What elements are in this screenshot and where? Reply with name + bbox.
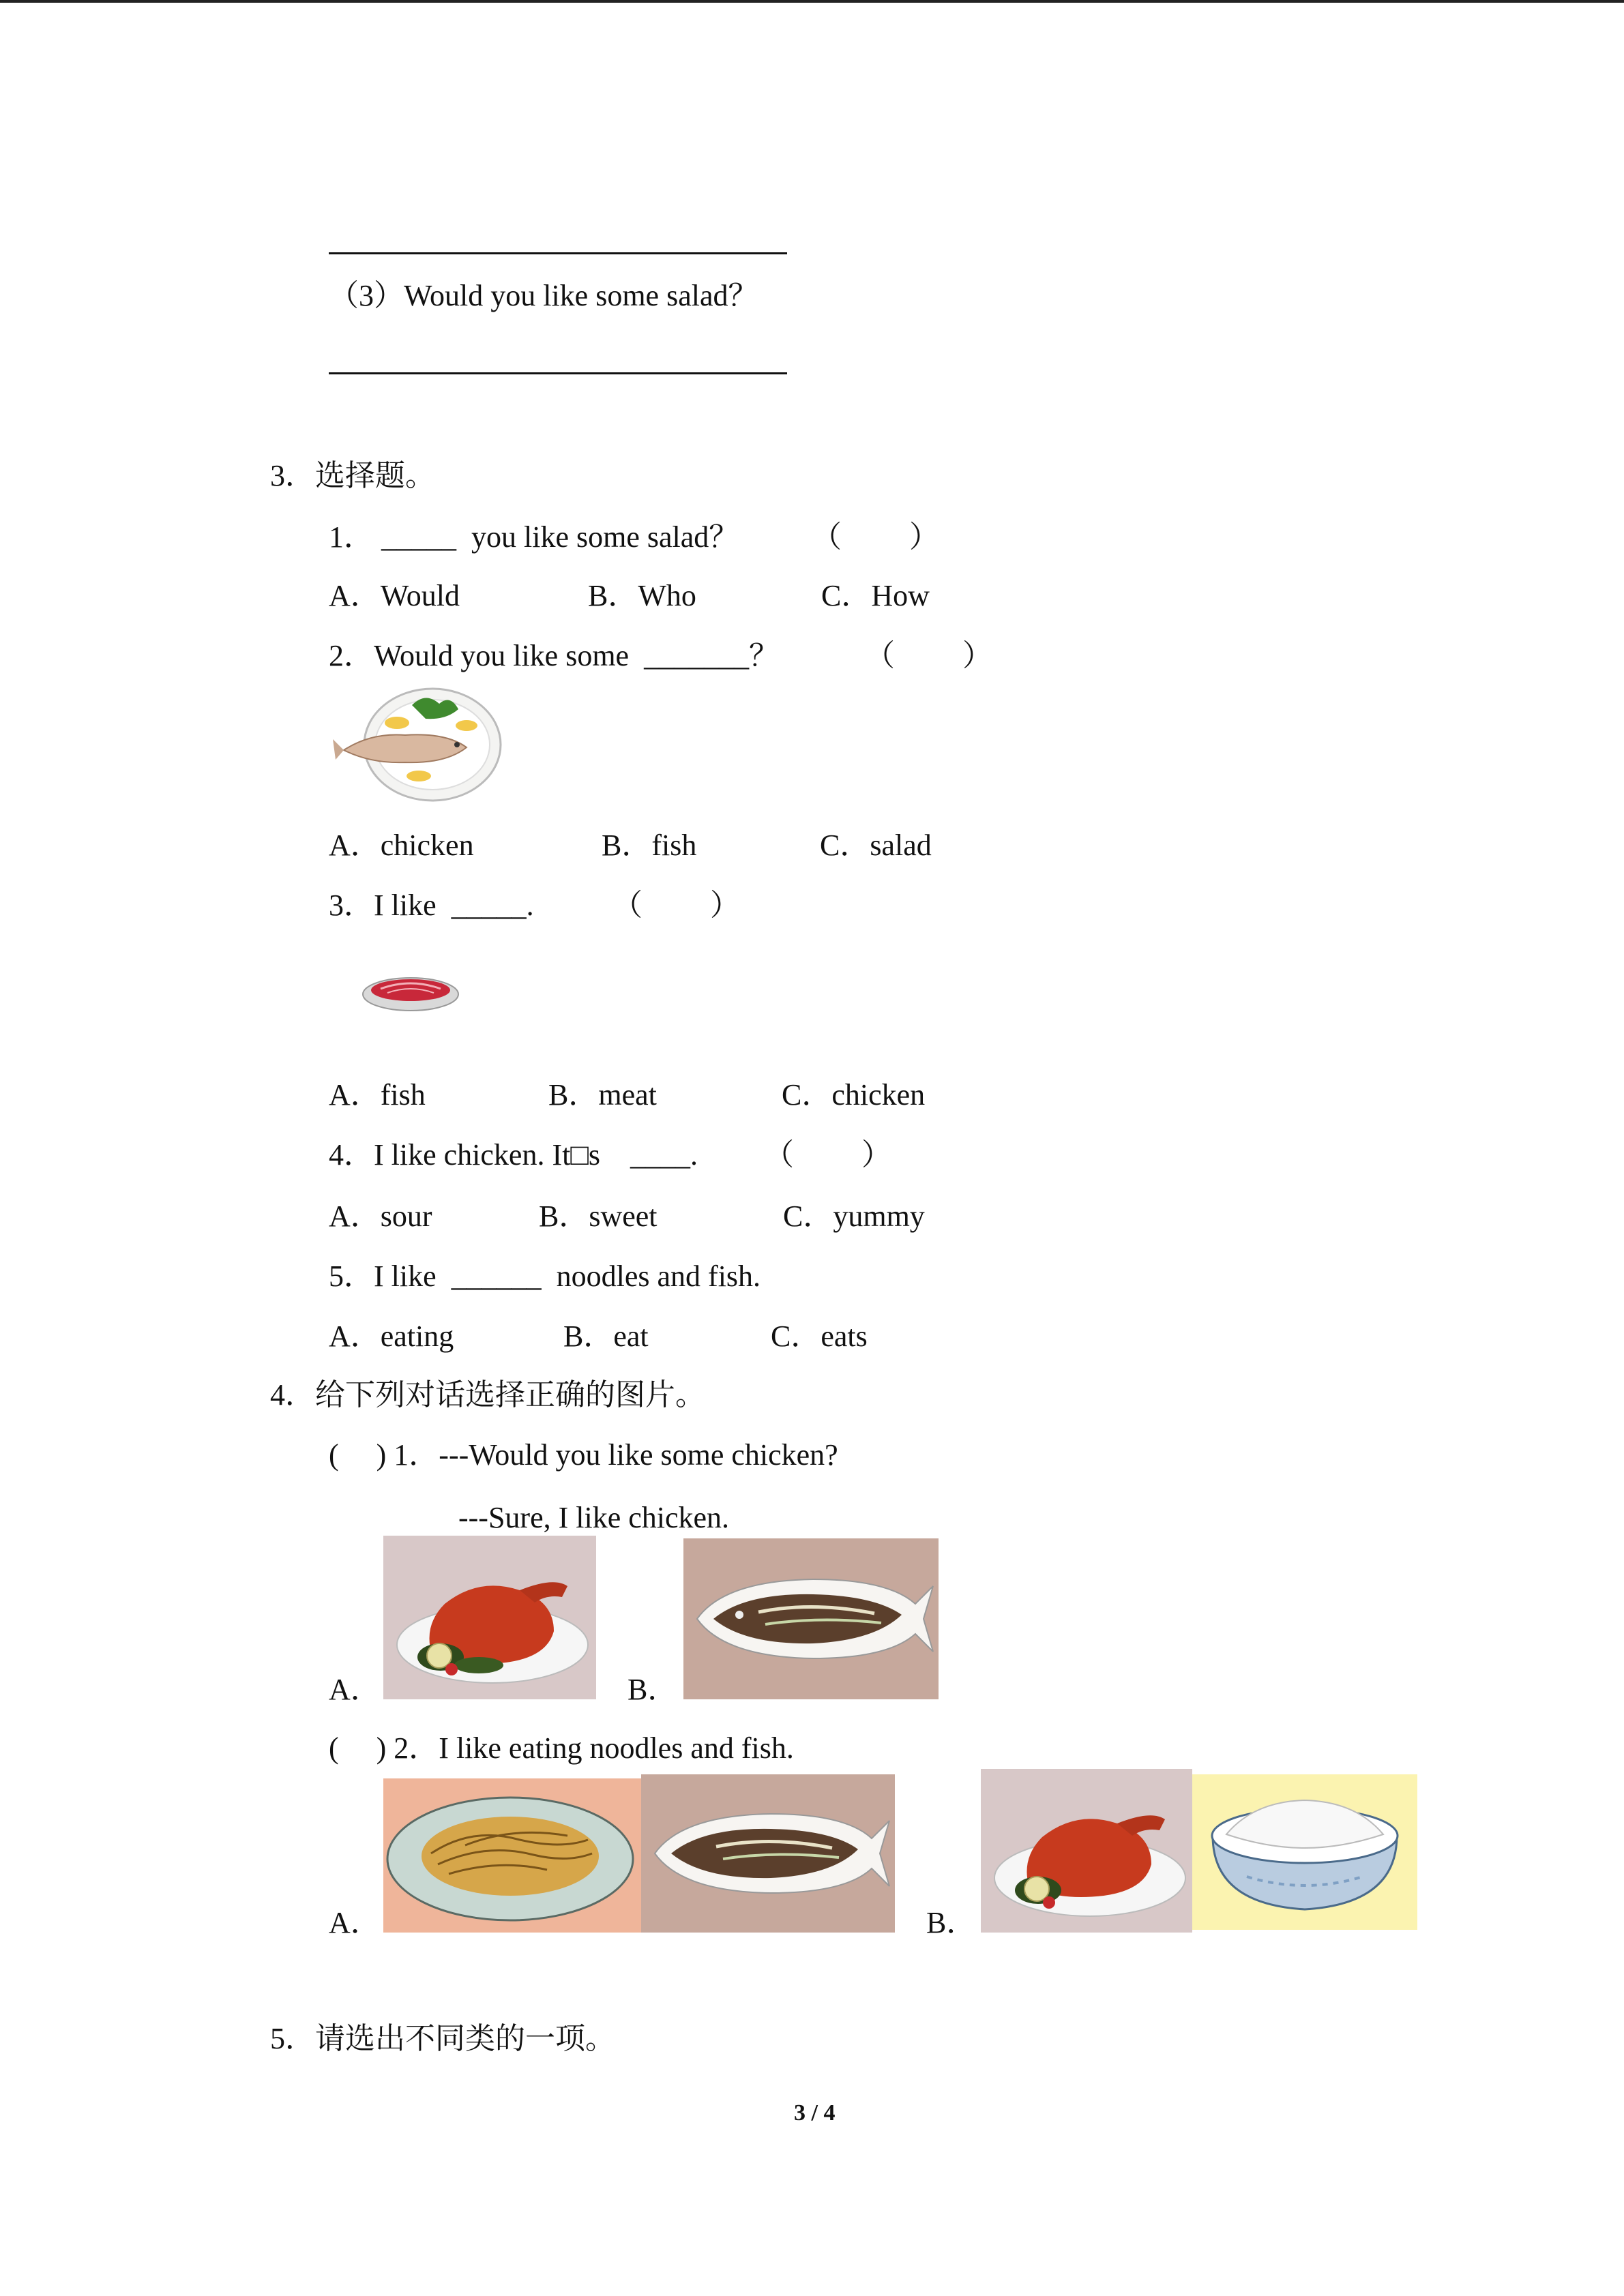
option-b: B．sweet bbox=[539, 1199, 658, 1233]
q2-item-3: （3）Would you like some salad？ bbox=[329, 279, 758, 312]
picture-label-b: B． bbox=[628, 1673, 678, 1706]
answer-line bbox=[329, 372, 787, 374]
picture-label-a: A． bbox=[329, 1906, 381, 1939]
option-c: C．eats bbox=[771, 1320, 868, 1353]
option-a: A．eating bbox=[329, 1320, 454, 1353]
q4-item2-question: ( ) 2．I like eating noodles and fish. bbox=[329, 1731, 794, 1765]
q3-item1-stem: 1． _____ you like some salad？ bbox=[329, 520, 739, 554]
noodles-image bbox=[383, 1778, 641, 1933]
option-c: C．chicken bbox=[782, 1078, 926, 1112]
page-number: 3 / 4 bbox=[794, 2100, 836, 2126]
q3-item4-stem: 4．I like chicken. It□s ____. bbox=[329, 1138, 698, 1172]
roast-chicken-image bbox=[981, 1769, 1192, 1933]
q3-item5-stem: 5．I like ______ noodles and fish. bbox=[329, 1259, 761, 1293]
fish-on-plate-image bbox=[330, 685, 505, 805]
q3-heading: 3．选择题。 bbox=[270, 459, 435, 492]
option-a: A．sour bbox=[329, 1199, 432, 1233]
option-a: A．Would bbox=[329, 579, 460, 612]
answer-line bbox=[329, 252, 787, 254]
q3-item3-stem: 3．I like _____. bbox=[329, 889, 534, 922]
q3-item2-stem: 2．Would you like some _______？ bbox=[329, 639, 780, 672]
picture-label-b: B． bbox=[926, 1906, 977, 1939]
option-c: C．yummy bbox=[783, 1199, 925, 1233]
option-a: A．chicken bbox=[329, 829, 474, 862]
picture-label-a: A． bbox=[329, 1673, 381, 1706]
answer-paren: （ ） bbox=[764, 1138, 891, 1172]
q4-heading: 4．给下列对话选择正确的图片。 bbox=[270, 1378, 705, 1412]
option-b: B．fish bbox=[602, 829, 697, 862]
top-border bbox=[0, 0, 1624, 3]
option-a: A．fish bbox=[329, 1078, 426, 1112]
option-b: B．Who bbox=[588, 579, 696, 612]
q4-item1-reply: ---Sure, I like chicken. bbox=[458, 1501, 730, 1534]
steamed-fish-image bbox=[683, 1538, 939, 1699]
answer-paren: （ ） bbox=[865, 639, 992, 672]
steamed-fish-image bbox=[641, 1774, 895, 1933]
rice-bowl-image bbox=[1192, 1774, 1417, 1930]
option-b: B．eat bbox=[563, 1320, 649, 1353]
roast-chicken-image bbox=[383, 1536, 596, 1699]
answer-paren: （ ） bbox=[612, 889, 740, 922]
option-c: C．salad bbox=[820, 829, 932, 862]
answer-paren: （ ） bbox=[812, 520, 939, 554]
q4-item1-question: ( ) 1．---Would you like some chicken? bbox=[329, 1438, 838, 1472]
q5-heading: 5．请选出不同类的一项。 bbox=[270, 2022, 615, 2055]
meat-on-plate-image bbox=[360, 971, 461, 1015]
option-c: C．How bbox=[821, 579, 930, 612]
option-b: B．meat bbox=[548, 1078, 657, 1112]
